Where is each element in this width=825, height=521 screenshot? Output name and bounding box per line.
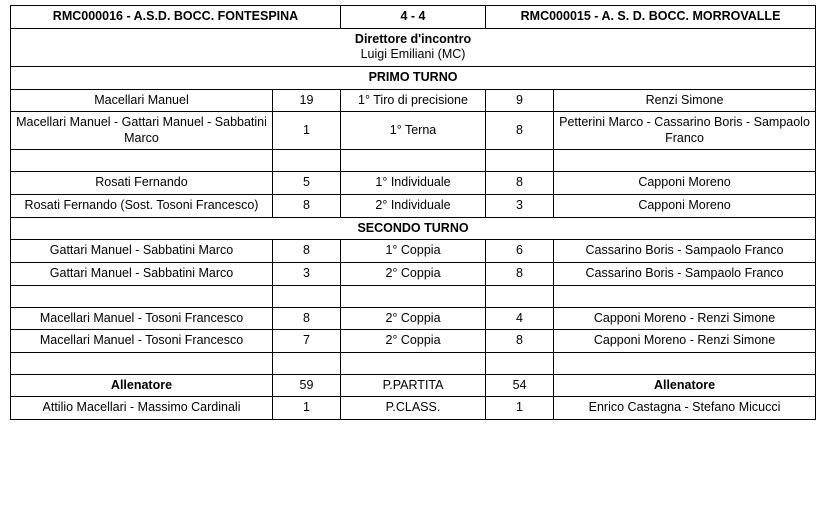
home-score: 3 xyxy=(273,262,341,285)
table-row xyxy=(11,172,816,195)
home-players: Macellari Manuel xyxy=(11,89,273,112)
spacer-cell xyxy=(486,352,554,374)
away-class-points: 1 xyxy=(486,397,554,420)
home-coach-label: Allenatore xyxy=(11,374,273,397)
spacer-cell xyxy=(273,352,341,374)
game-label: 2° Coppia xyxy=(341,330,486,353)
away-match-points: 54 xyxy=(486,374,554,397)
away-score: 9 xyxy=(486,89,554,112)
away-players: Cassarino Boris - Sampaolo Franco xyxy=(554,262,816,285)
match-score: 4 - 4 xyxy=(341,6,486,29)
home-score: 8 xyxy=(273,195,341,218)
away-score: 3 xyxy=(486,195,554,218)
game-label: 1° Individuale xyxy=(341,172,486,195)
home-score: 8 xyxy=(273,307,341,330)
home-players: Rosati Fernando xyxy=(11,172,273,195)
home-coach-names: Attilio Macellari - Massimo Cardinali xyxy=(11,397,273,420)
away-score: 8 xyxy=(486,172,554,195)
away-team-header: RMC000015 - A. S. D. BOCC. MORROVALLE xyxy=(486,6,816,29)
table-row-referee xyxy=(11,28,816,66)
section-first-round: PRIMO TURNO xyxy=(11,66,816,89)
spacer-cell xyxy=(341,352,486,374)
away-players: Cassarino Boris - Sampaolo Franco xyxy=(554,240,816,263)
away-players: Capponi Moreno xyxy=(554,195,816,218)
spacer-cell xyxy=(11,150,273,172)
table-row xyxy=(11,89,816,112)
table-row-spacer xyxy=(11,285,816,307)
home-score: 5 xyxy=(273,172,341,195)
away-players: Petterini Marco - Cassarino Boris - Sampaolo Franco xyxy=(554,112,816,150)
class-points-label: P.CLASS. xyxy=(341,397,486,420)
away-score: 6 xyxy=(486,240,554,263)
home-class-points: 1 xyxy=(273,397,341,420)
away-players: Capponi Moreno - Renzi Simone xyxy=(554,330,816,353)
table-row-coach-names xyxy=(11,397,816,420)
table-row-section-second xyxy=(11,217,816,240)
referee-role-label: Direttore d'incontro xyxy=(354,31,472,46)
home-match-points: 59 xyxy=(273,374,341,397)
home-players: Macellari Manuel - Tosoni Francesco xyxy=(11,307,273,330)
game-label: 1° Coppia xyxy=(341,240,486,263)
game-label: 2° Coppia xyxy=(341,307,486,330)
spacer-cell xyxy=(486,150,554,172)
match-table xyxy=(10,5,816,420)
table-row xyxy=(11,195,816,218)
table-row-coach-label xyxy=(11,374,816,397)
spacer-cell xyxy=(273,285,341,307)
referee-name: Luigi Emiliani (MC) xyxy=(360,47,466,62)
away-score: 8 xyxy=(486,330,554,353)
home-players: Macellari Manuel - Tosoni Francesco xyxy=(11,330,273,353)
game-label: 1° Tiro di precisione xyxy=(341,89,486,112)
home-players: Gattari Manuel - Sabbatini Marco xyxy=(11,262,273,285)
section-second-round: SECONDO TURNO xyxy=(11,217,816,240)
table-row xyxy=(11,240,816,263)
table-row-spacer xyxy=(11,150,816,172)
away-coach-names: Enrico Castagna - Stefano Micucci xyxy=(554,397,816,420)
away-players: Renzi Simone xyxy=(554,89,816,112)
spacer-cell xyxy=(486,285,554,307)
home-players: Gattari Manuel - Sabbatini Marco xyxy=(11,240,273,263)
spacer-cell xyxy=(554,285,816,307)
spacer-cell xyxy=(341,150,486,172)
home-score: 7 xyxy=(273,330,341,353)
home-team-header: RMC000016 - A.S.D. BOCC. FONTESPINA xyxy=(11,6,341,29)
table-row-section-first xyxy=(11,66,816,89)
away-players: Capponi Moreno - Renzi Simone xyxy=(554,307,816,330)
home-score: 19 xyxy=(273,89,341,112)
spacer-cell xyxy=(554,352,816,374)
away-score: 8 xyxy=(486,262,554,285)
spacer-cell xyxy=(11,352,273,374)
home-players: Macellari Manuel - Gattari Manuel - Sabbatini Marco xyxy=(11,112,273,150)
table-row xyxy=(11,307,816,330)
spacer-cell xyxy=(11,285,273,307)
home-players: Rosati Fernando (Sost. Tosoni Francesco) xyxy=(11,195,273,218)
spacer-cell xyxy=(273,150,341,172)
away-score: 4 xyxy=(486,307,554,330)
table-row xyxy=(11,330,816,353)
table-row-spacer xyxy=(11,352,816,374)
match-points-label: P.PARTITA xyxy=(341,374,486,397)
game-label: 2° Coppia xyxy=(341,262,486,285)
table-row xyxy=(11,112,816,150)
away-score: 8 xyxy=(486,112,554,150)
table-row xyxy=(11,262,816,285)
table-row-header xyxy=(11,6,816,29)
game-label: 2° Individuale xyxy=(341,195,486,218)
referee-block xyxy=(11,28,816,66)
away-players: Capponi Moreno xyxy=(554,172,816,195)
spacer-cell xyxy=(554,150,816,172)
home-score: 1 xyxy=(273,112,341,150)
game-label: 1° Terna xyxy=(341,112,486,150)
home-score: 8 xyxy=(273,240,341,263)
spacer-cell xyxy=(341,285,486,307)
away-coach-label: Allenatore xyxy=(554,374,816,397)
